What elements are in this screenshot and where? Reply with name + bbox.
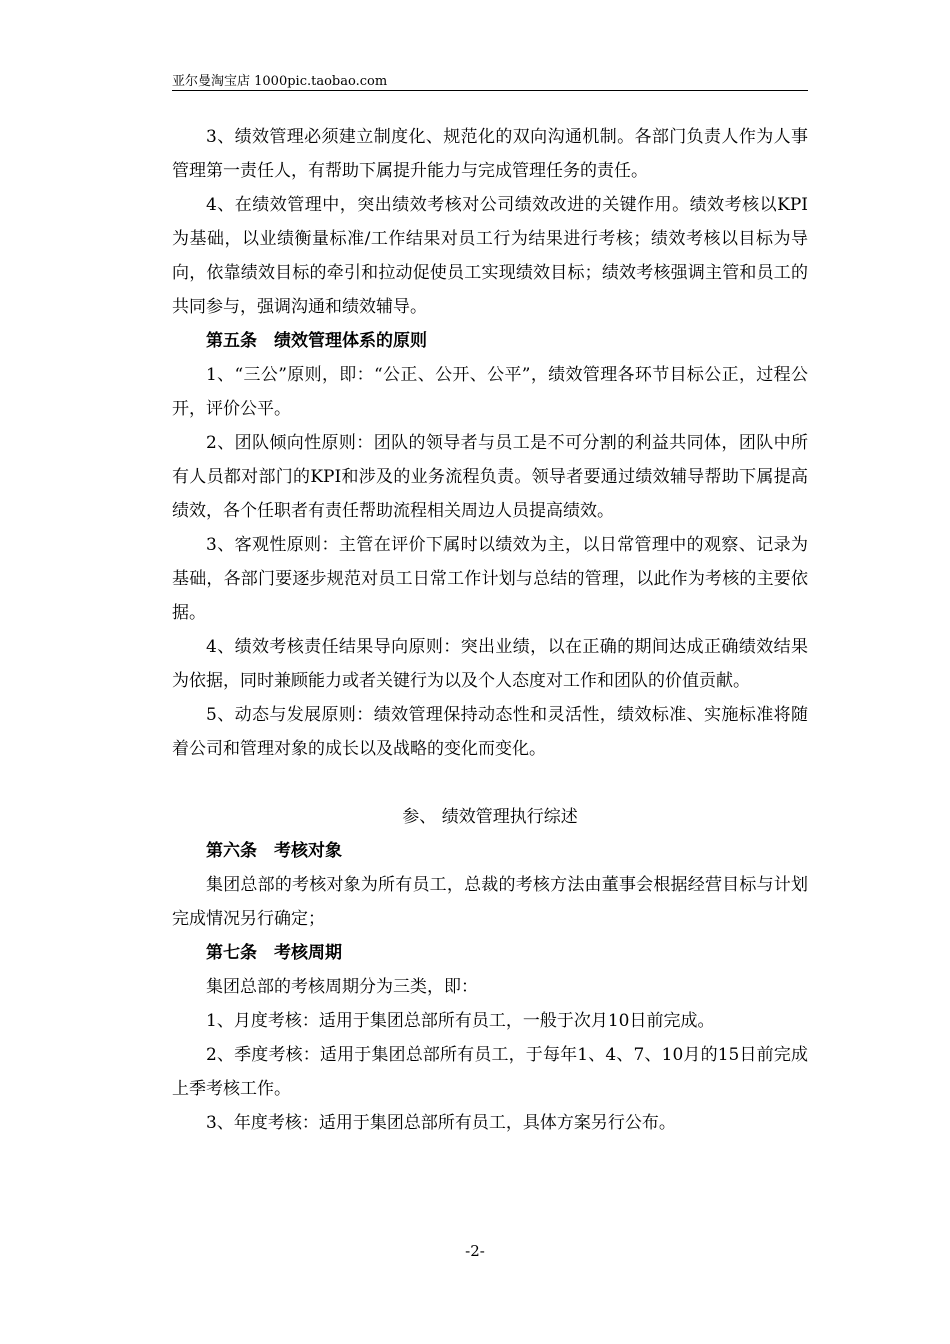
paragraph: 4、绩效考核责任结果导向原则：突出业绩，以在正确的期间达成正确绩效结果为依据，同时兼顾能力或者关键行为以及个人态度对工作和团队的价值贡献。 (172, 637, 808, 691)
paragraph: 1、月度考核：适用于集团总部所有员工，一般于次月10日前完成。 (206, 1011, 715, 1031)
section-title: 参、 绩效管理执行综述 (402, 807, 578, 827)
header-text: 亚尔曼淘宝店 1000pic.taobao.com (172, 74, 388, 89)
document-body (172, 120, 808, 1140)
paragraph: 5、动态与发展原则：绩效管理保持动态性和灵活性，绩效标准、实施标准将随着公司和管理对象的成长以及战略的变化而变化。 (172, 705, 808, 759)
article-heading: 第五条 绩效管理体系的原则 (206, 331, 427, 351)
paragraph: 2、季度考核：适用于集团总部所有员工，于每年1、4、7、10月的15日前完成上季考核工作。 (172, 1045, 808, 1099)
paragraph: 4、在绩效管理中，突出绩效考核对公司绩效改进的关键作用。绩效考核以KPI为基础，以业绩衡量标准/工作结果对员工行为结果进行考核；绩效考核以目标为导向，依靠绩效目标的牵引和拉动促使员工实现绩效目标；绩效考核强调主管和员工的共同参与，强调沟通和绩效辅导。 (172, 195, 808, 317)
paragraph: 集团总部的考核对象为所有员工，总裁的考核方法由董事会根据经营目标与计划完成情况另行确定； (172, 875, 808, 929)
paragraph: 2、团队倾向性原则：团队的领导者与员工是不可分割的利益共同体，团队中所有人员都对部门的KPI和涉及的业务流程负责。领导者要通过绩效辅导帮助下属提高绩效，各个任职者有责任帮助流程相关周边人员提高绩效。 (172, 433, 808, 521)
paragraph: 集团总部的考核周期分为三类，即： (206, 977, 478, 997)
page-number: -2- (465, 1242, 485, 1260)
paragraph: 3、客观性原则：主管在评价下属时以绩效为主，以日常管理中的观察、记录为基础，各部门要逐步规范对员工日常工作计划与总结的管理，以此作为考核的主要依据。 (172, 535, 808, 623)
page-header (172, 66, 808, 91)
article-heading: 第六条 考核对象 (206, 841, 342, 861)
paragraph: 1、“三公”原则，即：“公正、公开、公平”，绩效管理各环节目标公正，过程公开，评价公平。 (172, 365, 808, 419)
paragraph: 3、绩效管理必须建立制度化、规范化的双向沟通机制。各部门负责人作为人事管理第一责任人，有帮助下属提升能力与完成管理任务的责任。 (172, 127, 808, 181)
article-heading: 第七条 考核周期 (206, 943, 342, 963)
paragraph: 3、年度考核：适用于集团总部所有员工，具体方案另行公布。 (206, 1113, 676, 1133)
